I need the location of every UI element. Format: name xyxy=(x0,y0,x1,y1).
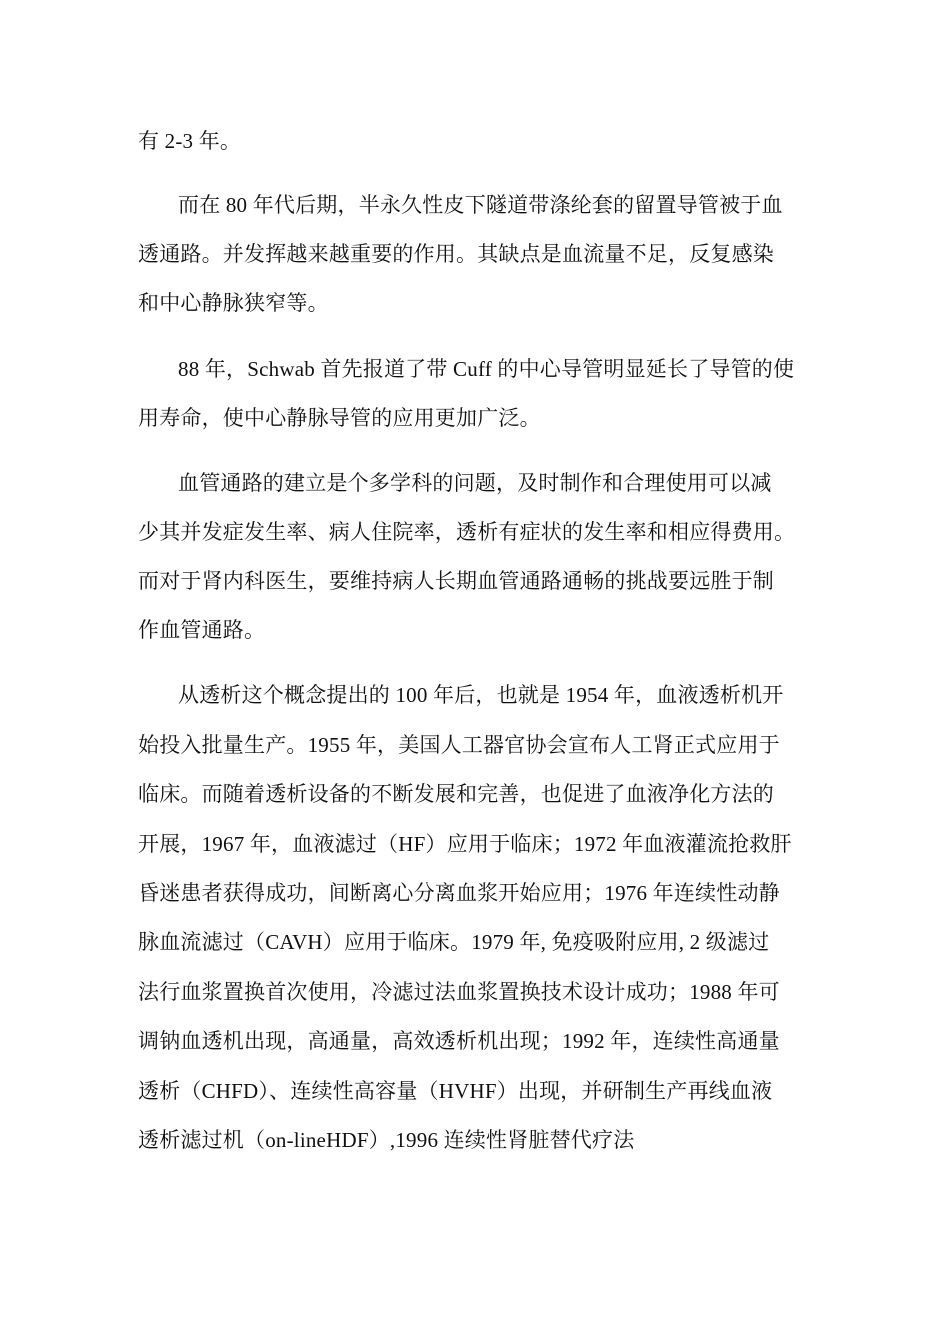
paragraph-5-line-4: 开展，1967 年，血液滤过（HF）应用于临床；1972 年血液灌流抢救肝 xyxy=(138,832,792,856)
paragraph-5-line-3: 临床。而随着透析设备的不断发展和完善，也促进了血液净化方法的 xyxy=(138,782,774,806)
paragraph-5-line-1: 从透析这个概念提出的 100 年后，也就是 1954 年，血液透析机开 xyxy=(178,683,784,707)
paragraph-1-line-1: 有 2-3 年。 xyxy=(138,129,242,153)
paragraph-4-line-2: 少其并发症发生率、病人住院率，透析有症状的发生率和相应得费用。 xyxy=(138,520,796,544)
paragraph-4-line-3: 而对于肾内科医生，要维持病人长期血管通路通畅的挑战要远胜于制 xyxy=(138,569,774,593)
paragraph-5-line-9: 透析（CHFD）、连续性高容量（HVHF）出现，并研制生产再线血液 xyxy=(138,1079,773,1103)
paragraph-2-line-2: 透通路。并发挥越来越重要的作用。其缺点是血流量不足，反复感染 xyxy=(138,242,774,266)
paragraph-5-line-5: 昏迷患者获得成功，间断离心分离血浆开始应用；1976 年连续性动静 xyxy=(138,881,780,905)
paragraph-5-line-6: 脉血流滤过（CAVH）应用于临床。1979 年, 免疫吸附应用, 2 级滤过 xyxy=(138,930,770,954)
paragraph-4-line-4: 作血管通路。 xyxy=(138,618,266,642)
paragraph-5-line-7: 法行血浆置换首次使用，冷滤过法血浆置换技术设计成功；1988 年可 xyxy=(138,980,780,1004)
paragraph-4-line-1: 血管通路的建立是个多学科的问题，及时制作和合理使用可以减 xyxy=(178,471,772,495)
paragraph-5-line-8: 调钠血透机出现，高通量，高效透析机出现；1992 年，连续性高通量 xyxy=(138,1029,780,1053)
paragraph-2-line-1: 而在 80 年代后期，半永久性皮下隧道带涤纶套的留置导管被于血 xyxy=(178,193,783,217)
paragraph-3-line-1: 88 年，Schwab 首先报道了带 Cuff 的中心导管明显延长了导管的使 xyxy=(178,357,795,381)
paragraph-5-line-2: 始投入批量生产。1955 年，美国人工器官协会宣布人工肾正式应用于 xyxy=(138,733,780,757)
paragraph-5-line-10: 透析滤过机（on-lineHDF）,1996 连续性肾脏替代疗法 xyxy=(138,1128,635,1152)
paragraph-2-line-3: 和中心静脉狭窄等。 xyxy=(138,291,329,315)
paragraph-3-line-2: 用寿命，使中心静脉导管的应用更加广泛。 xyxy=(138,406,541,430)
